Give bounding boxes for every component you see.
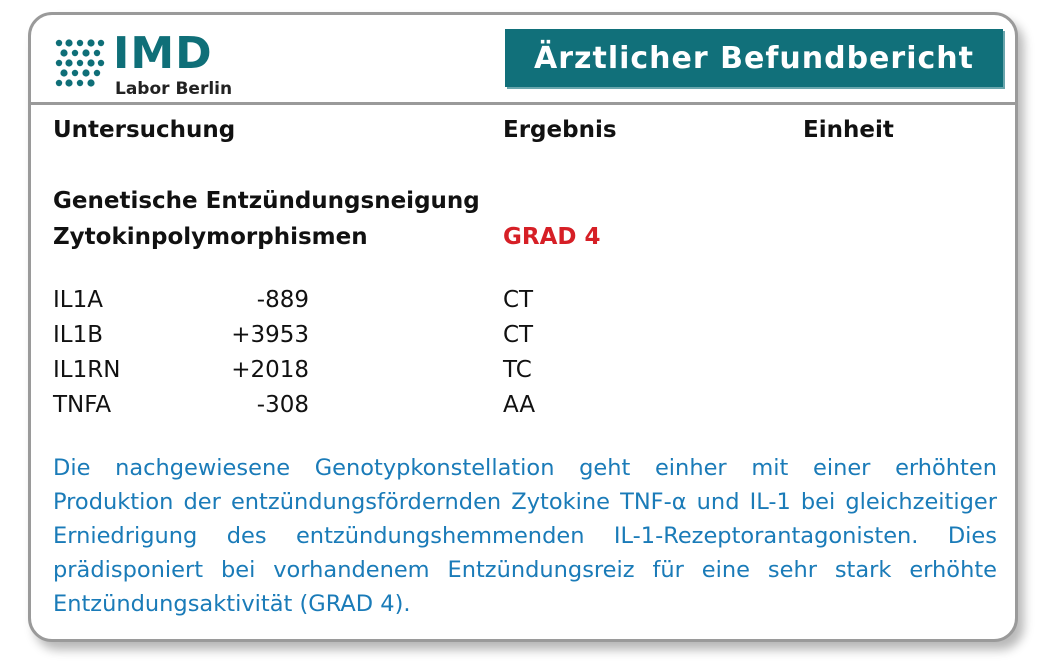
gene-name: TNFA xyxy=(53,392,112,418)
logo-subtitle: Labor Berlin xyxy=(115,79,233,99)
gene-position: +3953 xyxy=(231,322,309,348)
column-header-ergebnis: Ergebnis xyxy=(503,117,617,143)
section-title xyxy=(53,183,480,255)
grade-result: GRAD 4 xyxy=(503,224,601,250)
gene-position: -889 xyxy=(256,287,309,313)
gene-name: IL1RN xyxy=(53,357,121,383)
gene-genotype: AA xyxy=(503,392,536,418)
gene-name: IL1A xyxy=(53,287,103,313)
imd-logo xyxy=(53,29,293,101)
report-card xyxy=(28,12,1018,642)
gene-position: +2018 xyxy=(231,357,309,383)
gene-position: -308 xyxy=(256,392,309,418)
column-header-einheit: Einheit xyxy=(803,117,894,143)
gene-genotype: CT xyxy=(503,287,534,313)
logo-wordmark: IMD xyxy=(113,28,213,79)
section-title-line2: Zytokinpolymorphismen xyxy=(53,224,368,250)
gene-name: IL1B xyxy=(53,322,104,348)
interpretation-note: Die nachgewiesene Genotypkonstellation geht einher mit einer erhöhten Produktion der entzündungsfördernden Zytokine TNF-α und IL-1 bei gleichzeitiger Erniedrigung des entzündungshemmenden IL-1-Rezeptorantagonisten. Dies prädisponiert bei vorhandenem Entzündungsreiz für eine sehr stark erhöhte Entzündungsaktivität (GRAD 4). xyxy=(53,455,997,617)
section-title-line1: Genetische Entzündungsneigung xyxy=(53,188,480,214)
gene-genotype: TC xyxy=(503,357,532,383)
header-divider xyxy=(31,102,1015,105)
column-header-untersuchung: Untersuchung xyxy=(53,117,236,143)
gene-genotype: CT xyxy=(503,322,534,348)
report-title: Ärztlicher Befundbericht xyxy=(505,29,1003,87)
dots-logo-icon xyxy=(53,35,107,89)
